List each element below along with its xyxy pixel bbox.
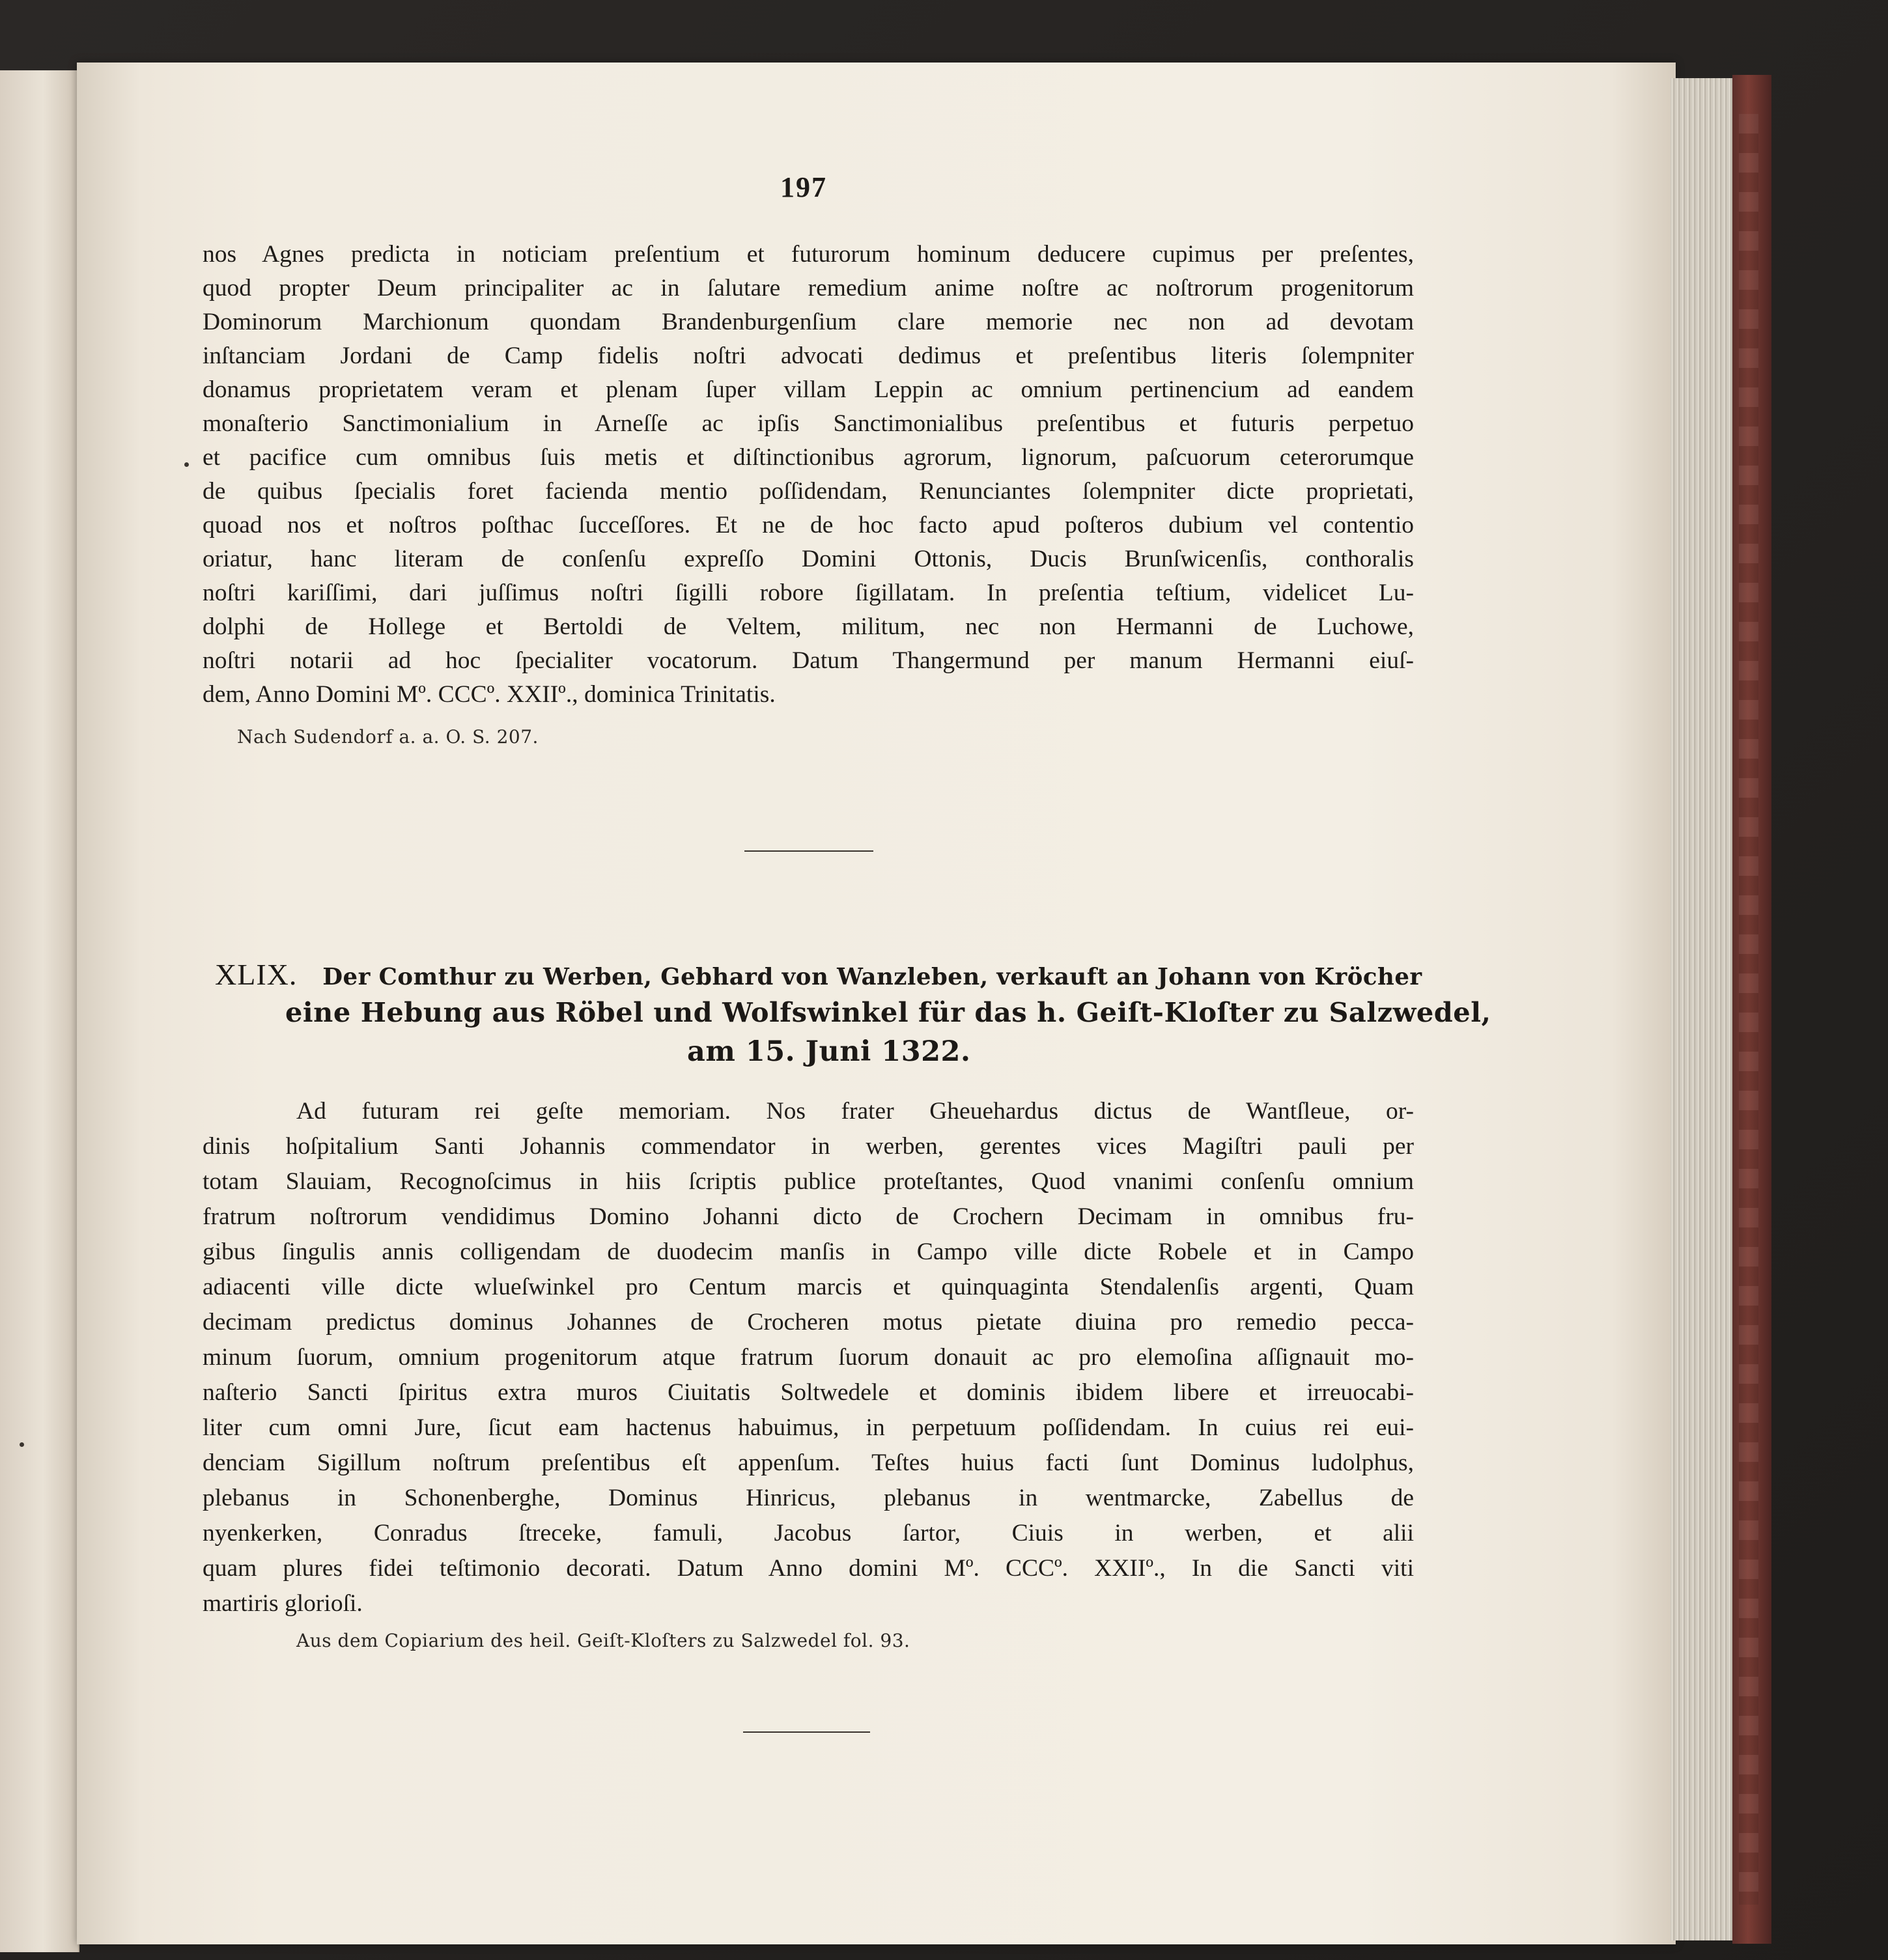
text-line: inſtanciam Jordani de Camp fidelis noſtri advocati dedimus et preſentibus literis ſolempniter <box>203 343 1414 369</box>
text-line: denciam Sigillum noſtrum preſentibus eſt appenſum. Teſtes huius facti ſunt Dominus ludolphus, <box>203 1449 1414 1476</box>
text-line: de quibus ſpecialis foret facienda mentio poſſidendam, Renunciantes ſolempniter dicte proprietati, <box>203 478 1414 505</box>
left-page-edge <box>0 70 79 1952</box>
heading-line: am 15. Juni 1322. <box>687 1035 971 1068</box>
text-line: noſtri kariſſimi, dari juſſimus noſtri ſigilli robore ſigillatam. In preſentia teſtium, videlicet Lu- <box>203 580 1414 606</box>
text-line: dinis hoſpitalium Santi Johannis commendator in werben, gerentes vices Magiſtri pauli per <box>203 1133 1414 1160</box>
text-line: naſterio Sancti ſpiritus extra muros Ciuitatis Soltwedele et dominis ibidem libere et irreuocabi- <box>203 1379 1414 1406</box>
heading-line: eine Hebung aus Röbel und Wolfswinkel für das h. Geiſt-Kloſter zu Salzwedel, <box>285 996 1491 1028</box>
source-note: Aus dem Copiarium des heil. Geiſt-Kloſters zu Salzwedel fol. 93. <box>296 1630 910 1651</box>
section-divider <box>744 850 873 852</box>
text-line: quam plures fidei teſtimonio decorati. Datum Anno domini Mº. CCCº. XXIIº., In die Sancti viti <box>203 1555 1414 1582</box>
page-number: 197 <box>780 171 827 203</box>
margin-mark <box>20 1442 24 1447</box>
text-line: quod propter Deum principaliter ac in ſalutare remedium anime noſtre ac noſtrorum progenitorum <box>203 275 1414 301</box>
text-line: monaſterio Sanctimonialium in Arneſſe ac ipſis Sanctimonialibus preſentibus et futuris perpetuo <box>203 410 1414 437</box>
page-block-edges <box>1670 78 1742 1940</box>
text-line: gibus ſingulis annis colligendam de duodecim manſis in Campo ville dicte Robele et in Campo <box>203 1239 1414 1265</box>
text-line: dem, Anno Domini Mº. CCCº. XXIIº., dominica Trinitatis. <box>203 681 776 708</box>
margin-mark <box>184 462 189 467</box>
text-line: nos Agnes predicta in noticiam preſentium et futurorum hominum deducere cupimus per preſentes, <box>203 241 1414 268</box>
text-line: noſtri notarii ad hoc ſpecialiter vocatorum. Datum Thangermund per manum Hermanni eiuſ- <box>203 647 1414 674</box>
text-line: plebanus in Schonenberghe, Dominus Hinricus, plebanus in wentmarcke, Zabellus de <box>203 1485 1414 1511</box>
text-line: Ad futuram rei geſte memoriam. Nos frater Gheuehardus dictus de Wantſleue, or- <box>296 1098 1414 1125</box>
section-divider <box>743 1731 870 1733</box>
heading-text: Der Comthur zu Werben, Gebhard von Wanzleben, verkauft an Johann von Kröcher <box>322 964 1422 990</box>
heading-line <box>215 957 1422 992</box>
charter-number: XLIX. <box>215 958 298 991</box>
text-line: Dominorum Marchionum quondam Brandenburgenſium clare memorie nec non ad devotam <box>203 309 1414 335</box>
text-line: totam Slauiam, Recognoſcimus in hiis ſcriptis publice proteſtantes, Quod vnanimi conſenſu omnium <box>203 1168 1414 1195</box>
text-line: donamus proprietatem veram et plenam ſuper villam Leppin ac omnium pertinencium ad eandem <box>203 376 1414 403</box>
source-note: Nach Sudendorf a. a. O. S. 207. <box>237 726 539 748</box>
text-line: dolphi de Hollege et Bertoldi de Veltem, militum, nec non Hermanni de Luchowe, <box>203 613 1414 640</box>
text-line: decimam predictus dominus Johannes de Crocheren motus pietate diuina pro remedio pecca- <box>203 1309 1414 1336</box>
book-cover-edge <box>1732 75 1771 1944</box>
text-line: martiris glorioſi. <box>203 1590 363 1617</box>
text-line: et pacifice cum omnibus ſuis metis et diſtinctionibus agrorum, lignorum, paſcuorum ceterorumque <box>203 444 1414 471</box>
text-line: adiacenti ville dicte wlueſwinkel pro Centum marcis et quinquaginta Stendalenſis argenti, Quam <box>203 1274 1414 1300</box>
text-line: fratrum noſtrorum vendidimus Domino Johanni dicto de Crochern Decimam in omnibus fru- <box>203 1203 1414 1230</box>
text-line: liter cum omni Jure, ſicut eam hactenus habuimus, in perpetuum poſſidendam. In cuius rei eui- <box>203 1414 1414 1441</box>
text-line: quoad nos et noſtros poſthac ſucceſſores. Et ne de hoc facto apud poſteros dubium vel contentio <box>203 512 1414 539</box>
text-line: oriatur, hanc literam de conſenſu expreſſo Domini Ottonis, Ducis Brunſwicenſis, conthoralis <box>203 546 1414 572</box>
text-line: nyenkerken, Conradus ſtreceke, famuli, Jacobus ſartor, Ciuis in werben, et alii <box>203 1520 1414 1547</box>
text-line: minum ſuorum, omnium progenitorum atque fratrum ſuorum donauit ac pro elemoſina aſſignauit mo- <box>203 1344 1414 1371</box>
